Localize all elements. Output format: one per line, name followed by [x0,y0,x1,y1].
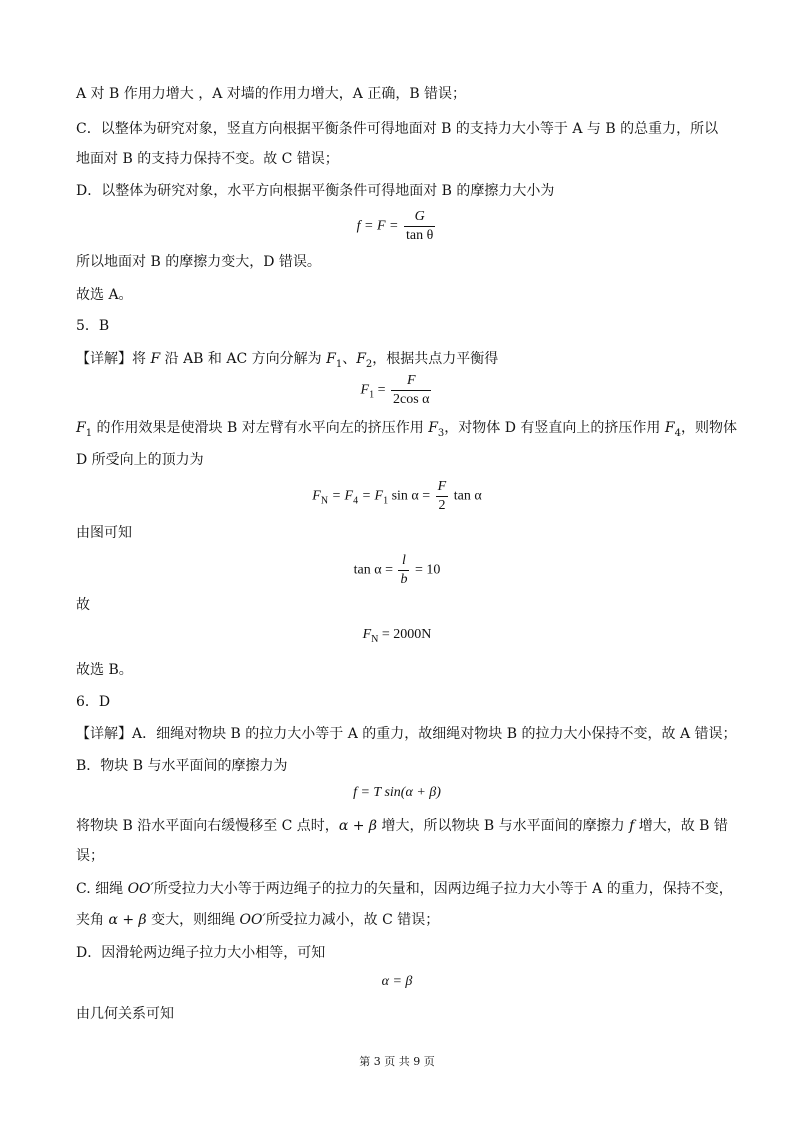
text-segment: 增大，所以物块 B 与水平面间的摩擦力 [377,818,630,834]
fraction [404,208,435,245]
math-var: F [356,351,366,367]
text-segment: ，对物体 D 有竖直向上的挤压作用 [444,420,665,436]
text-segment: ，则物体 [680,420,737,436]
answer-number: 6．D [76,694,111,710]
eq-text: tan α [450,488,482,504]
text-segment: 变大，则细绳 [146,912,240,928]
text-line: 故选 B。 [76,662,133,678]
fraction-denominator: tan θ [406,228,434,243]
eq-text: = F [328,488,354,504]
text-segment: 的作用效果是使滑块 B 对左臂有水平向左的挤压作用 [92,420,429,436]
subscript: 3 [437,427,445,439]
text-segment: ，根据共点力平衡得 [372,351,499,367]
math-var: OO′ [239,912,266,928]
text-line: D．以整体为研究对象，水平方向根据平衡条件可得地面对 B 的摩擦力大小为 [76,183,555,199]
text-line: D．因滑轮两边绳子拉力大小相等，可知 [76,945,326,961]
text-segment: 将物块 B 沿水平面向右缓慢移至 C 点时， [76,818,339,834]
math-var: F [428,420,438,436]
text-line [76,910,734,930]
text-line [76,349,734,375]
subscript: 1 [369,389,375,401]
text-line: 由图可知 [76,525,132,541]
text-line: B．物块 B 与水平面间的摩擦力为 [76,758,288,774]
math-expr: α + β [108,912,147,928]
eq-text: = [374,382,389,398]
subscript: N [371,633,379,645]
text-line: 故 [76,597,90,613]
answer-number: 5．B [76,318,110,334]
equation-f1 [0,372,794,409]
eq-text: sin α = [388,488,434,504]
eq-text: = F [358,488,384,504]
subscript: 1 [85,427,93,439]
text-line: 【详解】A．细绳对物块 B 的拉力大小等于 A 的重力，故细绳对物块 B 的拉力大小保持不变，故 A 错误； [76,726,737,742]
subscript: N [320,495,329,507]
text-line [76,816,734,836]
math-var: F [360,382,370,398]
eq-text: = 10 [411,562,441,578]
text-line: C．以整体为研究对象，竖直方向根据平衡条件可得地面对 B 的支持力大小等于 A 与 B 的总重力，所以 [76,121,719,137]
subscript: 1 [335,358,343,370]
math-var: F [664,420,675,436]
page-footer: 第 3 页 共 9 页 [359,1055,435,1068]
equation-friction-b [0,783,794,803]
fraction-denominator: 2cos α [392,392,430,407]
math-var: F [76,420,86,436]
text-line: A 对 B 作用力增大 ，A 对墙的作用力增大，A 正确，B 错误； [76,86,467,102]
math-var: F [362,627,372,642]
equation-tan [0,552,794,589]
text-segment: C. 细绳 [76,881,128,897]
text-segment: 所受拉力大小等于两边绳子的拉力的矢量和，因两边绳子拉力大小等于 A 的重力，保持不变， [153,881,733,897]
fraction-numerator: G [404,208,435,227]
text-line: D 所受向上的顶力为 [76,452,204,468]
math-var: f [629,818,635,834]
equation-alpha-beta [0,972,794,992]
eq-text: = 2000N [378,627,432,642]
math-var: F [326,351,336,367]
equation-fn [0,478,794,515]
math-var: F [150,351,161,367]
fraction [436,478,449,515]
eq-text: tan α = [353,562,397,578]
text-line [76,418,737,444]
text-line: 地面对 B 的支持力保持不变。故 C 错误； [76,151,339,167]
text-line: 所以地面对 B 的摩擦力变大，D 错误。 [76,254,321,270]
fraction-numerator: F [391,372,432,391]
text-line: 误； [76,848,104,864]
text-segment: 所受拉力减小，故 C 错误； [265,912,440,928]
fraction-numerator: F [436,478,449,497]
equation-fn-value [0,625,794,650]
eq-text: f = T sin(α + β) [353,785,441,800]
fraction-denominator: 2 [438,498,446,513]
fraction [391,372,432,409]
subscript: 1 [383,495,389,507]
eq-text: α = β [381,974,413,989]
fraction-denominator: b [400,572,408,587]
subscript: 4 [353,495,359,507]
math-var: OO′ [127,881,154,897]
math-expr: α + β [338,818,377,834]
text-segment: 增大，故 B 错 [634,818,728,834]
subscript: 4 [674,427,681,439]
subscript: 2 [365,358,373,370]
fraction-numerator: l [398,552,409,571]
text-line [76,879,734,899]
text-line: 由几何关系可知 [76,1006,174,1022]
math-var: F [312,488,321,504]
fraction [398,552,409,589]
eq-text: f = F = [356,218,403,234]
equation-friction [0,208,794,245]
text-segment: 沿 AB 和 AC 方向分解为 [160,351,327,367]
text-segment: 夹角 [76,912,109,928]
text-segment: 【详解】将 [76,351,151,367]
text-line: 故选 A。 [76,287,133,303]
text-segment: 、 [342,351,357,367]
